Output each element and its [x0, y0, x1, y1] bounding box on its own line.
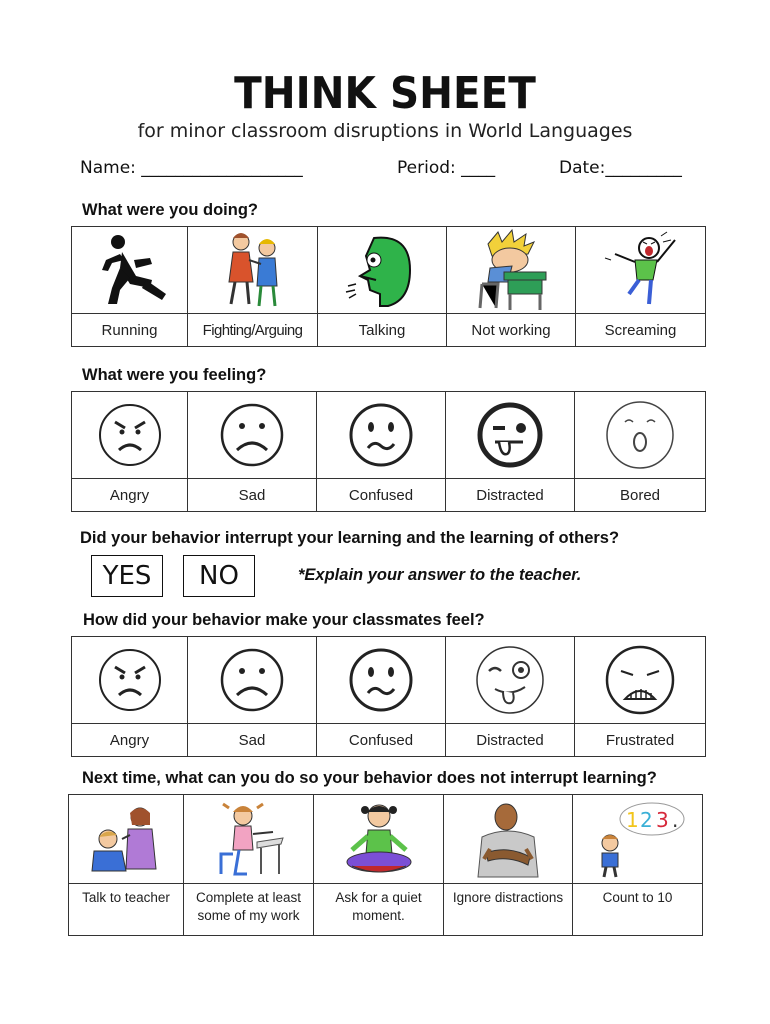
talking-head-icon[interactable] [318, 227, 447, 314]
classmates-heading: How did your behavior make your classmates feel? [83, 611, 485, 629]
count-1: 1 [625, 808, 639, 832]
screaming-kid-icon[interactable] [576, 227, 706, 314]
confused-face-icon[interactable] [317, 637, 446, 724]
next-label-count-to-10: Count to 10 [573, 884, 703, 936]
confused-face-icon[interactable] [317, 392, 446, 479]
doing-label-fighting: Fighting/Arguing [188, 314, 318, 347]
classmates-label-frustrated: Frustrated [575, 724, 706, 757]
winking-face-icon[interactable] [446, 637, 575, 724]
sleeping-student-icon[interactable] [447, 227, 576, 314]
count-3: 3 [655, 808, 669, 832]
bored-face-icon[interactable] [575, 392, 706, 479]
sad-face-icon[interactable] [188, 637, 317, 724]
next-heading: Next time, what can you do so your behavior does not interrupt learning? [82, 769, 657, 787]
no-button[interactable]: NO [183, 555, 255, 597]
doing-label-not-working: Not working [447, 314, 576, 347]
next-table [68, 794, 703, 936]
sad-face-icon[interactable] [188, 392, 317, 479]
classmates-label-confused: Confused [317, 724, 446, 757]
classmates-label-sad: Sad [188, 724, 317, 757]
classmates-label-distracted: Distracted [446, 724, 575, 757]
period-field[interactable]: Period: ____ [397, 158, 496, 178]
meditating-girl-icon[interactable] [314, 795, 444, 884]
angry-face-icon[interactable] [72, 392, 188, 479]
next-label-complete-work: Complete at least some of my work [184, 884, 314, 936]
page-title: THINK SHEET [234, 68, 536, 119]
student-at-desk-icon[interactable] [184, 795, 314, 884]
counting-kid-icon[interactable] [573, 795, 703, 884]
explain-note: *Explain your answer to the teacher. [298, 566, 582, 584]
interrupt-question: Did your behavior interrupt your learning and the learning of others? [80, 529, 620, 547]
classmates-label-angry: Angry [72, 724, 188, 757]
next-label-talk-to-teacher: Talk to teacher [69, 884, 184, 936]
count-2: 2 [639, 808, 653, 832]
doing-heading: What were you doing? [82, 201, 258, 219]
next-label-ignore-distractions: Ignore distractions [444, 884, 573, 936]
feeling-label-angry: Angry [72, 479, 188, 512]
page-subtitle: for minor classroom disruptions in World Languages [137, 120, 633, 142]
distracted-face-icon[interactable] [446, 392, 575, 479]
next-label-quiet-moment: Ask for a quiet moment. [314, 884, 444, 936]
yes-button[interactable]: YES [91, 555, 163, 597]
running-person-icon[interactable] [72, 227, 188, 314]
feeling-label-bored: Bored [575, 479, 706, 512]
doing-table [71, 226, 706, 347]
feeling-label-sad: Sad [188, 479, 317, 512]
doing-label-running: Running [72, 314, 188, 347]
count-dot: . [671, 808, 678, 832]
name-field[interactable]: Name: ___________________ [80, 158, 303, 178]
doing-label-talking: Talking [318, 314, 447, 347]
feeling-table [71, 391, 706, 512]
classmates-table [71, 636, 706, 757]
talk-to-teacher-icon[interactable] [69, 795, 184, 884]
doing-label-screaming: Screaming [576, 314, 706, 347]
fighting-kids-icon[interactable] [188, 227, 318, 314]
angry-face-icon[interactable] [72, 637, 188, 724]
feeling-heading: What were you feeling? [82, 366, 267, 384]
feeling-label-confused: Confused [317, 479, 446, 512]
feeling-label-distracted: Distracted [446, 479, 575, 512]
date-field[interactable]: Date:_________ [559, 158, 682, 178]
frustrated-face-icon[interactable] [575, 637, 706, 724]
arms-crossed-man-icon[interactable] [444, 795, 573, 884]
